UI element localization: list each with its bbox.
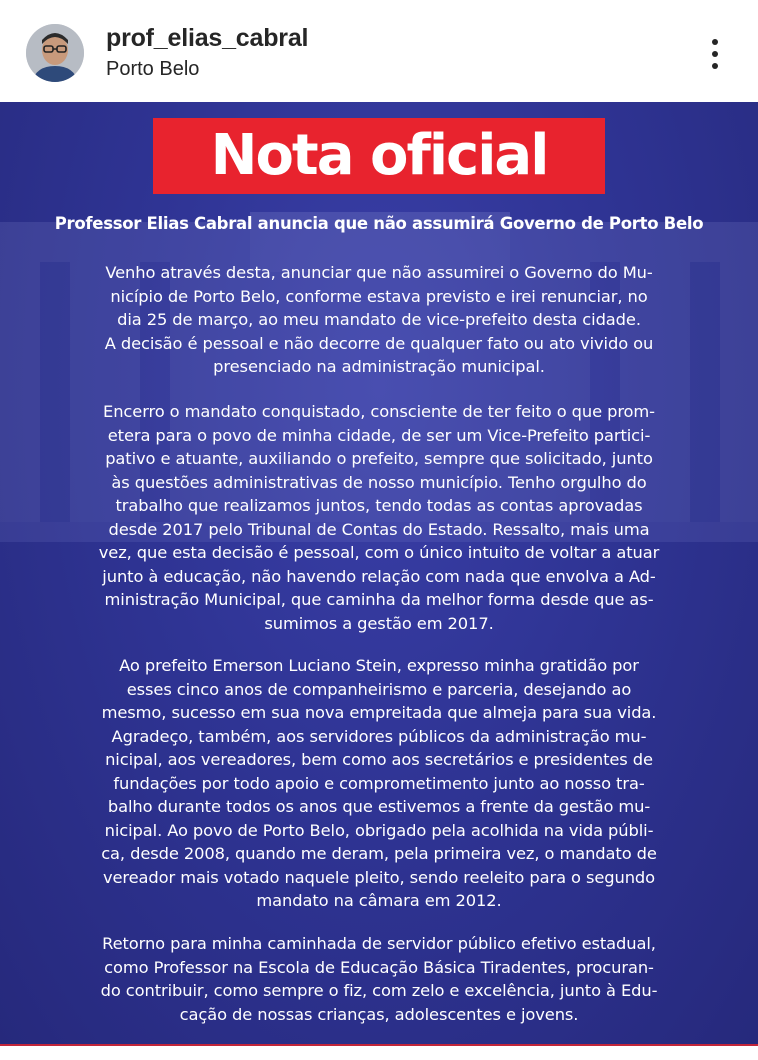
text-line: sumimos a gestão em 2017. (264, 613, 494, 633)
text-line: ca, desde 2008, quando me deram, pela primeira vez, o mandato de (101, 844, 657, 863)
text-line: dia 25 de março, ao meu mandato de vice-prefeito desta cidade. (117, 310, 641, 329)
text-line: mesmo, sucesso em sua nova empreitada que almeja para sua vida. (101, 703, 657, 722)
avatar-photo (26, 24, 84, 82)
paragraph-2 (60, 400, 698, 635)
bottom-strip (0, 1046, 758, 1060)
paragraph-1 (60, 261, 698, 379)
paragraph-3 (60, 654, 698, 913)
text-line: balho durante todos os anos que estivemos a frente da gestão mu- (107, 797, 651, 816)
text-line: nicipal. Ao povo de Porto Belo, obrigado pela acolhida na vida públi- (104, 820, 654, 840)
text-line: às questões administrativas de nosso município. Tenho orgulho do (111, 472, 647, 492)
text-line: Retorno para minha caminhada de servidor público efetivo estadual, (102, 934, 656, 953)
text-line: desde 2017 pelo Tribunal de Contas do Estado. Ressalto, mais uma (108, 519, 650, 539)
text-line: Encerro o mandato conquistado, consciente de ter feito o que prom- (103, 402, 655, 421)
text-line: presenciado na administração municipal. (213, 357, 545, 376)
text-line: nicípio de Porto Belo, conforme estava previsto e irei renunciar, no (110, 286, 648, 306)
text-line: fundações por todo apoio e comprometimento junto ao nosso tra- (113, 773, 645, 793)
text-line: vereador mais votado naquele pleito, sendo reeleito para o segundo (102, 867, 656, 887)
text-line: Venho através desta, anunciar que não assumirei o Governo do Mu- (105, 263, 653, 282)
text-line: do contribuir, como sempre o fiz, com zelo e excelência, junto à Edu- (100, 981, 658, 1000)
text-line: vez, que esta decisão é pessoal, com o único intuito de voltar a atuar (98, 543, 660, 562)
title-text: Nota oficial (210, 123, 548, 188)
title-banner (153, 118, 605, 194)
text-line: A decisão é pessoal e não decorre de qualquer fato ou ato vivido ou (104, 333, 654, 353)
post-image (0, 102, 758, 1046)
headline: Professor Elias Cabral anuncia que não assumirá Governo de Porto Belo (54, 214, 704, 233)
text-line: como Professor na Escola de Educação Básica Tiradentes, procuran- (104, 957, 654, 977)
text-line: pativo e atuante, auxiliando o prefeito, sempre que solicitado, junto (105, 449, 653, 468)
profile-avatar[interactable] (26, 24, 84, 82)
text-line: junto à educação, não havendo relação com nada que envolva a Ad- (102, 566, 656, 586)
text-line: cação de nossas crianças, adolescentes e jovens. (179, 1004, 579, 1024)
text-line: trabalho que realizamos juntos, tendo todas as contas aprovadas (115, 496, 643, 515)
paragraph-4 (60, 932, 698, 1026)
location-label[interactable]: Porto Belo (106, 58, 200, 80)
more-vertical-icon[interactable] (700, 36, 730, 72)
text-line: nicipal, aos vereadores, bem como aos secretários e presidentes de (105, 750, 653, 769)
text-line: esses cinco anos de companheirismo e parceria, desejando ao (126, 679, 632, 699)
text-line: Agradeço, também, aos servidores públicos da administração mu- (111, 726, 647, 746)
username[interactable]: prof_elias_cabral (106, 24, 309, 52)
text-line: Ao prefeito Emerson Luciano Stein, expresso minha gratidão por (119, 656, 639, 675)
post-header (0, 0, 758, 102)
text-line: ministração Municipal, que caminha da melhor forma desde que as- (104, 590, 654, 609)
text-line: mandato na câmara em 2012. (256, 891, 502, 910)
text-line: etera para o povo de minha cidade, de ser um Vice-Prefeito partici- (107, 425, 651, 445)
